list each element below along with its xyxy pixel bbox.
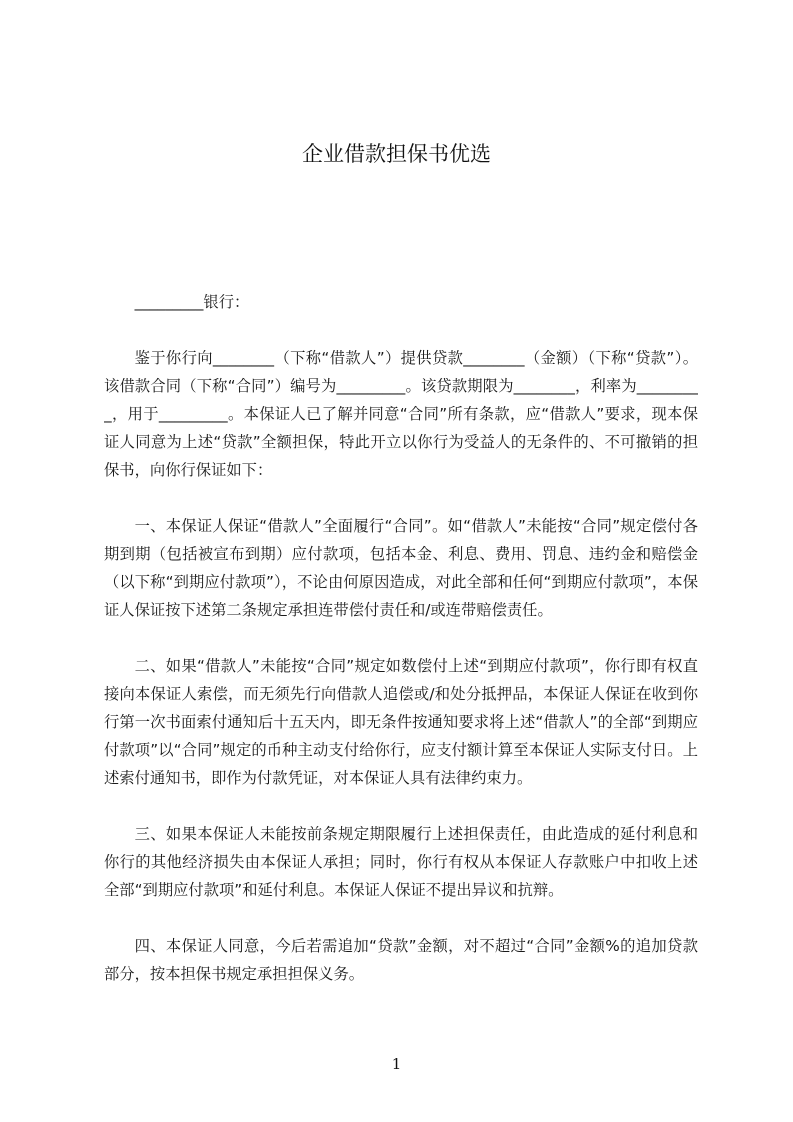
paragraph-clause-3: 三、如果本保证人未能按前条规定期限履行上述担保责任，由此造成的延付利息和你行的其他经济损失由本保证人承担；同时，你行有权从本保证人存款账户中扣收上述全部“到期应付款项”和延付利息。本保证人保证不提出异议和抗辩。 [104,825,698,899]
salutation: _________银行： [134,293,250,311]
paragraph-preamble: 鉴于你行向________（下称“借款人”）提供贷款________（金额）（下称“贷款”）。该借款合同（下称“合同”）编号为_________。该贷款期限为________，利率为_________，用于_________。本保证人已了解并同意“合同”所有条款，应“借款人”要求，现本保证人同意为上述“贷款”全额担保，特此开立以你行为受益人的无条件的、不可撤销的担保书，向你行保证如下： [104,349,698,479]
page-number: 1 [391,1055,402,1073]
document-body [104,288,698,1016]
paragraph-clause-1: 一、本保证人保证“借款人”全面履行“合同”。如“借款人”未能按“合同”规定偿付各期到期（包括被宣布到期）应付款项，包括本金、利息、费用、罚息、违约金和赔偿金（以下称“到期应付款项”），不论由何原因造成，对此全部和任何“到期应付款项”，本保证人保证按下述第二条规定承担连带偿付责任和/或连带赔偿责任。 [104,517,698,619]
paragraph-clause-4: 四、本保证人同意，今后若需追加“贷款”金额，对不超过“合同”金额%的追加贷款部分，按本担保书规定承担担保义务。 [104,937,698,983]
paragraph-clause-2: 二、如果“借款人”未能按“合同”规定如数偿付上述“到期应付款项”，你行即有权直接向本保证人索偿，而无须先行向借款人追偿或/和处分抵押品，本保证人保证在收到你行第一次书面索付通知后十五天内，即无条件按通知要求将上述“借款人”的全部“到期应付款项”以“合同”规定的币种主动支付给你行，应支付额计算至本保证人实际支付日。上述索付通知书，即作为付款凭证，对本保证人具有法律约束力。 [104,657,698,787]
document-title: 企业借款担保书优选 [302,142,491,166]
